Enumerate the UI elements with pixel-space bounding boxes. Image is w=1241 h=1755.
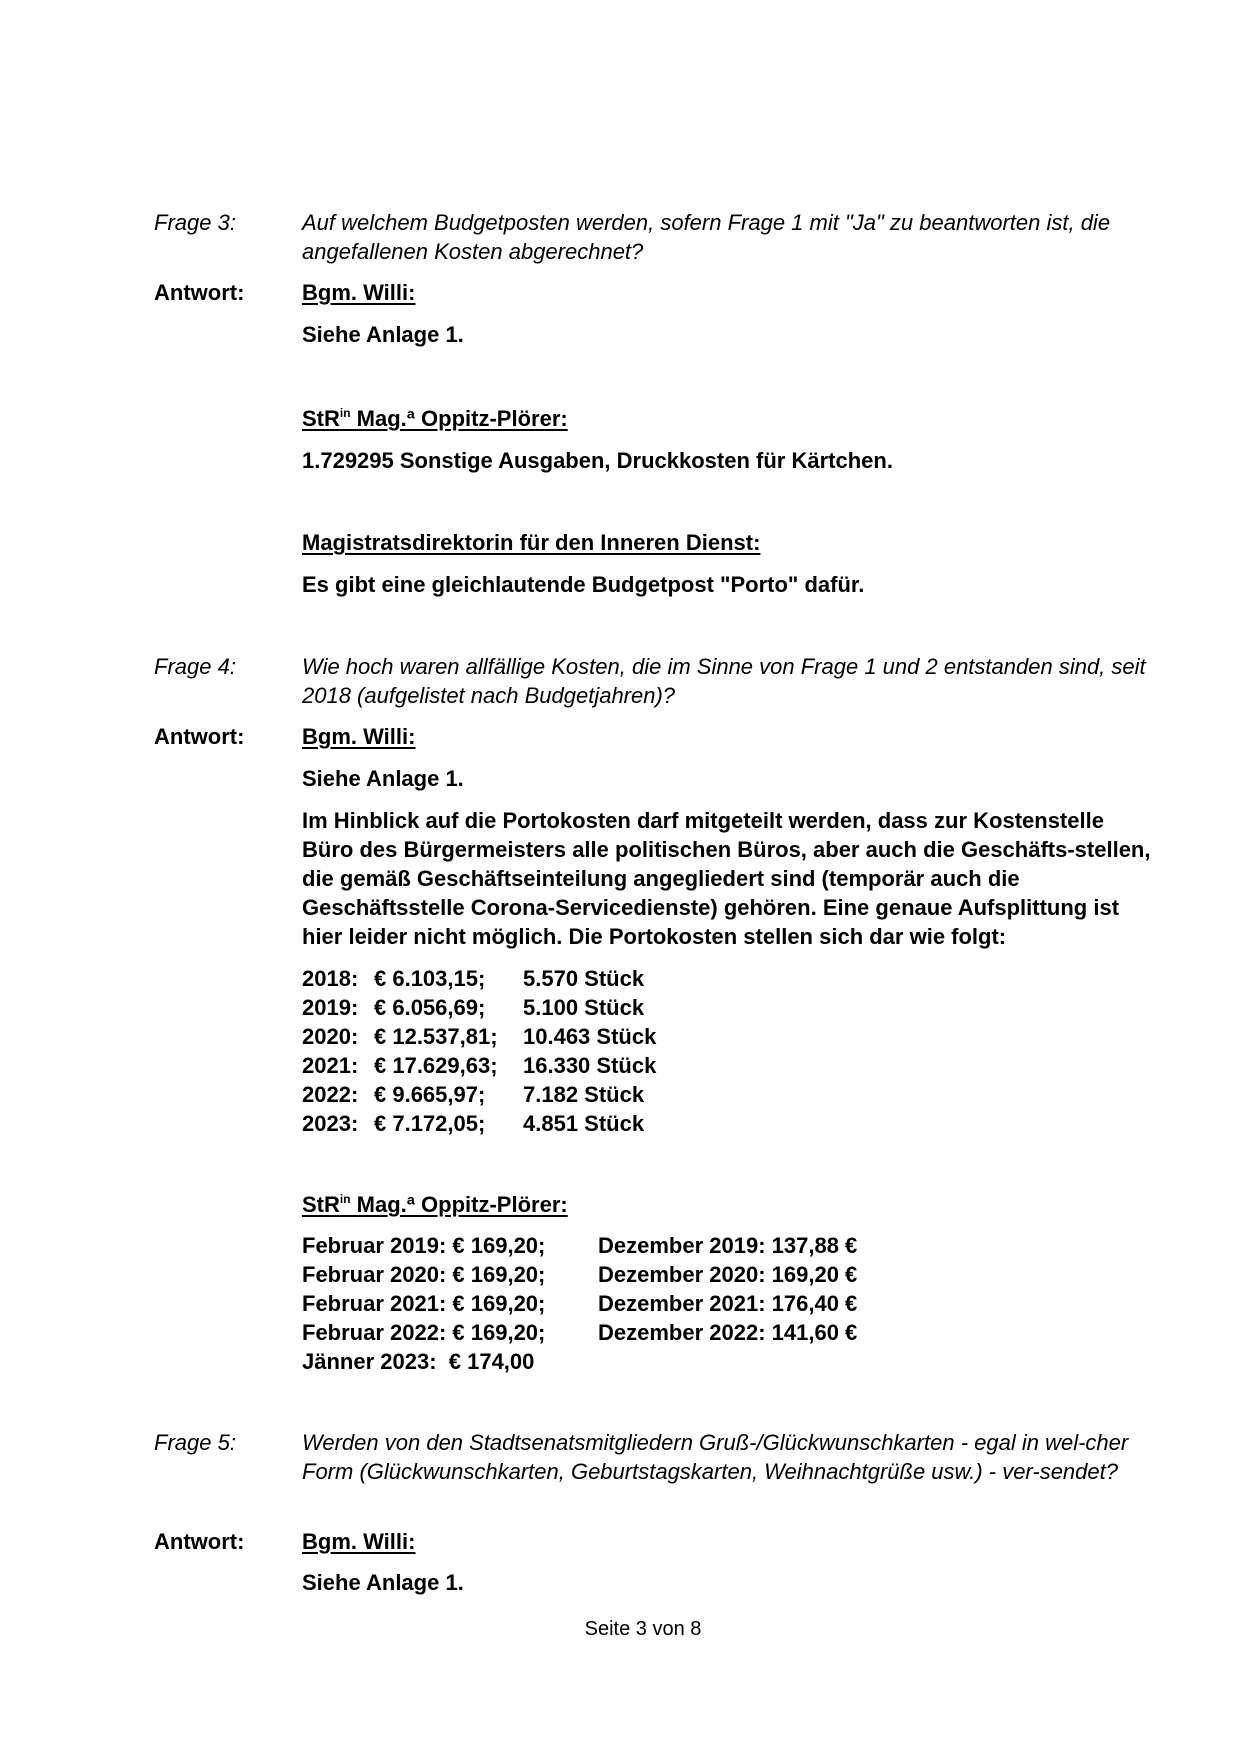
frage4-speaker-willi: Bgm. Willi: xyxy=(302,724,416,749)
frage4-paragraph: Im Hinblick auf die Portokosten darf mitgeteilt werden, dass zur Kostenstelle Büro des Bürgermeisters alle politischen Büros, aber auch die Geschäfts-stellen, die gemäß Geschäftseinteilung angegliedert sind (temporär auch die Geschäftsstelle Corona-Servicedienste) gehören. Eine genaue Aufsplittung ist hier leider nicht möglich. Die Portokosten stellen sich dar wie folgt: xyxy=(302,808,1151,949)
frage3-speaker-magistrat: Magistratsdirektorin für den Inneren Dienst: xyxy=(302,530,761,555)
frage4-speaker-oppitz: StR$^{in}$ Mag.ª Oppitz-Plörer: xyxy=(302,1191,568,1217)
frage5-answer-willi: Siehe Anlage 1. xyxy=(302,1570,464,1595)
porto-row: 2021: € 17.629,63; 16.330 Stück xyxy=(302,1053,657,1078)
frage4-answer-willi: Siehe Anlage 1. xyxy=(302,766,464,791)
frage3-answer-oppitz: 1.729295 Sonstige Ausgaben, Druckkosten für Kärtchen. xyxy=(302,448,893,473)
porto-table xyxy=(302,964,723,1138)
monthly-row: Februar 2019: € 169,20; Dezember 2019: 137,88 € xyxy=(302,1233,858,1258)
frage3-answer-magistrat: Es gibt eine gleichlautende Budgetpost "Porto" dafür. xyxy=(302,572,865,597)
porto-row: 2020: € 12.537,81; 10.463 Stück xyxy=(302,1024,657,1049)
porto-row: 2023: € 7.172,05; 4.851 Stück xyxy=(302,1111,645,1136)
monthly-row: Jänner 2023: € 174,00 xyxy=(302,1349,535,1374)
monthly-row: Februar 2022: € 169,20; Dezember 2022: 141,60 € xyxy=(302,1320,858,1345)
frage3-answer-willi: Siehe Anlage 1. xyxy=(302,322,464,347)
frage3-answer-label: Antwort: xyxy=(154,280,245,305)
page-number: Seite 3 von 8 xyxy=(584,1618,702,1640)
frage4-question: Wie hoch waren allfällige Kosten, die im Sinne von Frage 1 und 2 entstanden sind, seit 2018 (aufgelistet nach Budgetjahren)? xyxy=(302,654,1146,708)
frage5-speaker-willi: Bgm. Willi: xyxy=(302,1529,416,1554)
porto-row: 2022: € 9.665,97; 7.182 Stück xyxy=(302,1082,645,1107)
frage3-speaker-oppitz: StR$^{in}$ Mag.ª Oppitz-Plörer: xyxy=(302,405,568,431)
frage4-label: Frage 4: xyxy=(154,654,236,679)
frage3-label: Frage 3: xyxy=(154,210,236,235)
frage4-answer-label: Antwort: xyxy=(154,724,245,749)
frage5-question: Werden von den Stadtsenatsmitgliedern Gruß-/Glückwunschkarten - egal in wel-cher Form (Glückwunschkarten, Geburtstagskarten, Weihnachtgrüße usw.) - ver-sendet? xyxy=(302,1430,1129,1484)
frage5-label: Frage 5: xyxy=(154,1430,236,1455)
monthly-table xyxy=(302,1231,998,1376)
frage3-speaker-willi: Bgm. Willi: xyxy=(302,280,416,305)
porto-row: 2018: € 6.103,15; 5.570 Stück xyxy=(302,966,645,991)
monthly-row: Februar 2021: € 169,20; Dezember 2021: 176,40 € xyxy=(302,1291,858,1316)
porto-row: 2019: € 6.056,69; 5.100 Stück xyxy=(302,995,645,1020)
frage3-question: Auf welchem Budgetposten werden, sofern Frage 1 mit "Ja" zu beantworten ist, die angefallenen Kosten abgerechnet? xyxy=(302,210,1111,264)
monthly-row: Februar 2020: € 169,20; Dezember 2020: 169,20 € xyxy=(302,1262,858,1287)
frage5-answer-label: Antwort: xyxy=(154,1529,245,1554)
